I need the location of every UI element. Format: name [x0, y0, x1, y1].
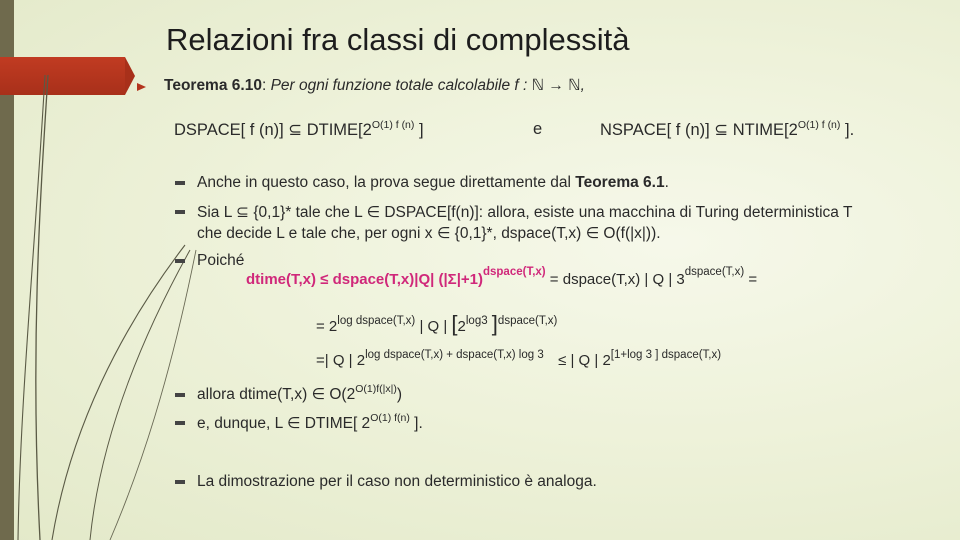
inclusion-conjunction: e — [533, 120, 543, 138]
formula-line-3-left-exponent: log dspace(T,x) + dspace(T,x) log 3 — [365, 349, 544, 361]
formula-line-1 — [246, 266, 758, 288]
theorem-colon: : — [261, 77, 267, 94]
formula-line-3-right-exponent: [1+log 3 ] dspace(T,x) — [610, 349, 722, 361]
bullet-4-close: ) — [396, 386, 402, 403]
bullet-1-end: . — [664, 174, 669, 191]
bullet-2-line-2: che decide L e tale che, per ogni x ∈ {0,1}*, dspace(T,x) ∈ O(f(|x|)). — [197, 225, 661, 242]
bullet-dash-icon — [175, 421, 185, 425]
formula-line-3-right: ≤ | Q | 2 — [558, 352, 611, 369]
bullet-1-theorem-ref: Teorema 6.1 — [575, 174, 665, 191]
bullet-3: Poiché — [197, 252, 245, 269]
inclusion-left-close: ] — [419, 121, 424, 139]
bullet-4-text: allora dtime(T,x) ∈ O(2 — [197, 386, 356, 403]
bullet-4-exponent: O(1)f(|x|) — [355, 383, 397, 395]
inclusion-left — [174, 120, 424, 140]
formula-bracket-open: [ — [451, 311, 458, 336]
inclusion-left-exponent: O(1) f (n) — [371, 119, 415, 131]
bullet-5 — [197, 414, 423, 433]
inclusion-right-text: NSPACE[ f (n)] ⊆ NTIME[2 — [600, 121, 798, 139]
formula-line-2-exponent: log dspace(T,x) — [337, 315, 416, 327]
bullet-5-close: ]. — [414, 415, 423, 432]
formula-line-1-mid: = dspace(T,x) | Q | 3 — [549, 271, 685, 288]
bullet-dash-icon — [175, 480, 185, 484]
formula-highlight-exponent: dspace(T,x) — [482, 266, 546, 278]
bullet-1-text: Anche in questo caso, la prova segue direttamente dal — [197, 174, 571, 191]
inclusion-right-close: ]. — [845, 121, 855, 139]
formula-line-1-equals: = — [748, 271, 758, 288]
slide-title: Relazioni fra classi di complessità — [166, 22, 630, 57]
formula-line-2-log3: log3 — [465, 315, 488, 327]
formula-line-3 — [316, 349, 722, 369]
bullet-1 — [197, 174, 669, 192]
theorem-label: Teorema 6.10 — [164, 77, 262, 94]
inclusion-right — [600, 120, 854, 140]
bullet-4 — [197, 385, 402, 404]
formula-line-1-exponent: dspace(T,x) — [684, 266, 745, 278]
formula-bracket-close: ] — [491, 311, 498, 336]
bullet-5-exponent: O(1) f(n) — [370, 412, 410, 424]
formula-line-3-left: =| Q | 2 — [316, 352, 366, 369]
inclusion-right-exponent: O(1) f (n) — [797, 119, 841, 131]
formula-line-2-outer-exponent: dspace(T,x) — [497, 315, 558, 327]
bullet-2-line-1: Sia L ⊆ {0,1}* tale che L ∈ DSPACE[f(n)]: allora, esiste una macchina di Turing deterministica T — [197, 204, 853, 221]
bullet-dash-icon — [175, 259, 185, 263]
bullet-5-text: e, dunque, L ∈ DTIME[ 2 — [197, 415, 371, 432]
formula-line-2-two: 2 — [457, 318, 466, 335]
formula-line-2-q: | Q | — [419, 318, 448, 335]
bullet-dash-icon — [175, 210, 185, 214]
inclusion-left-text: DSPACE[ f (n)] ⊆ DTIME[2 — [174, 121, 372, 139]
bullet-dash-icon — [175, 393, 185, 397]
bullet-dash-icon — [175, 181, 185, 185]
theorem-text: Per ogni funzione totale calcolabile f : ℕ → ℕ, — [270, 77, 585, 94]
bullet-arrow-icon — [137, 83, 146, 91]
formula-line-2-base: = 2 — [316, 318, 338, 335]
bullet-6: La dimostrazione per il caso non deterministico è analoga. — [197, 473, 597, 490]
formula-highlight: dtime(T,x) ≤ dspace(T,x)|Q| (|Σ|+1) — [246, 271, 483, 288]
formula-line-2 — [316, 311, 557, 337]
theorem-line — [164, 76, 585, 95]
